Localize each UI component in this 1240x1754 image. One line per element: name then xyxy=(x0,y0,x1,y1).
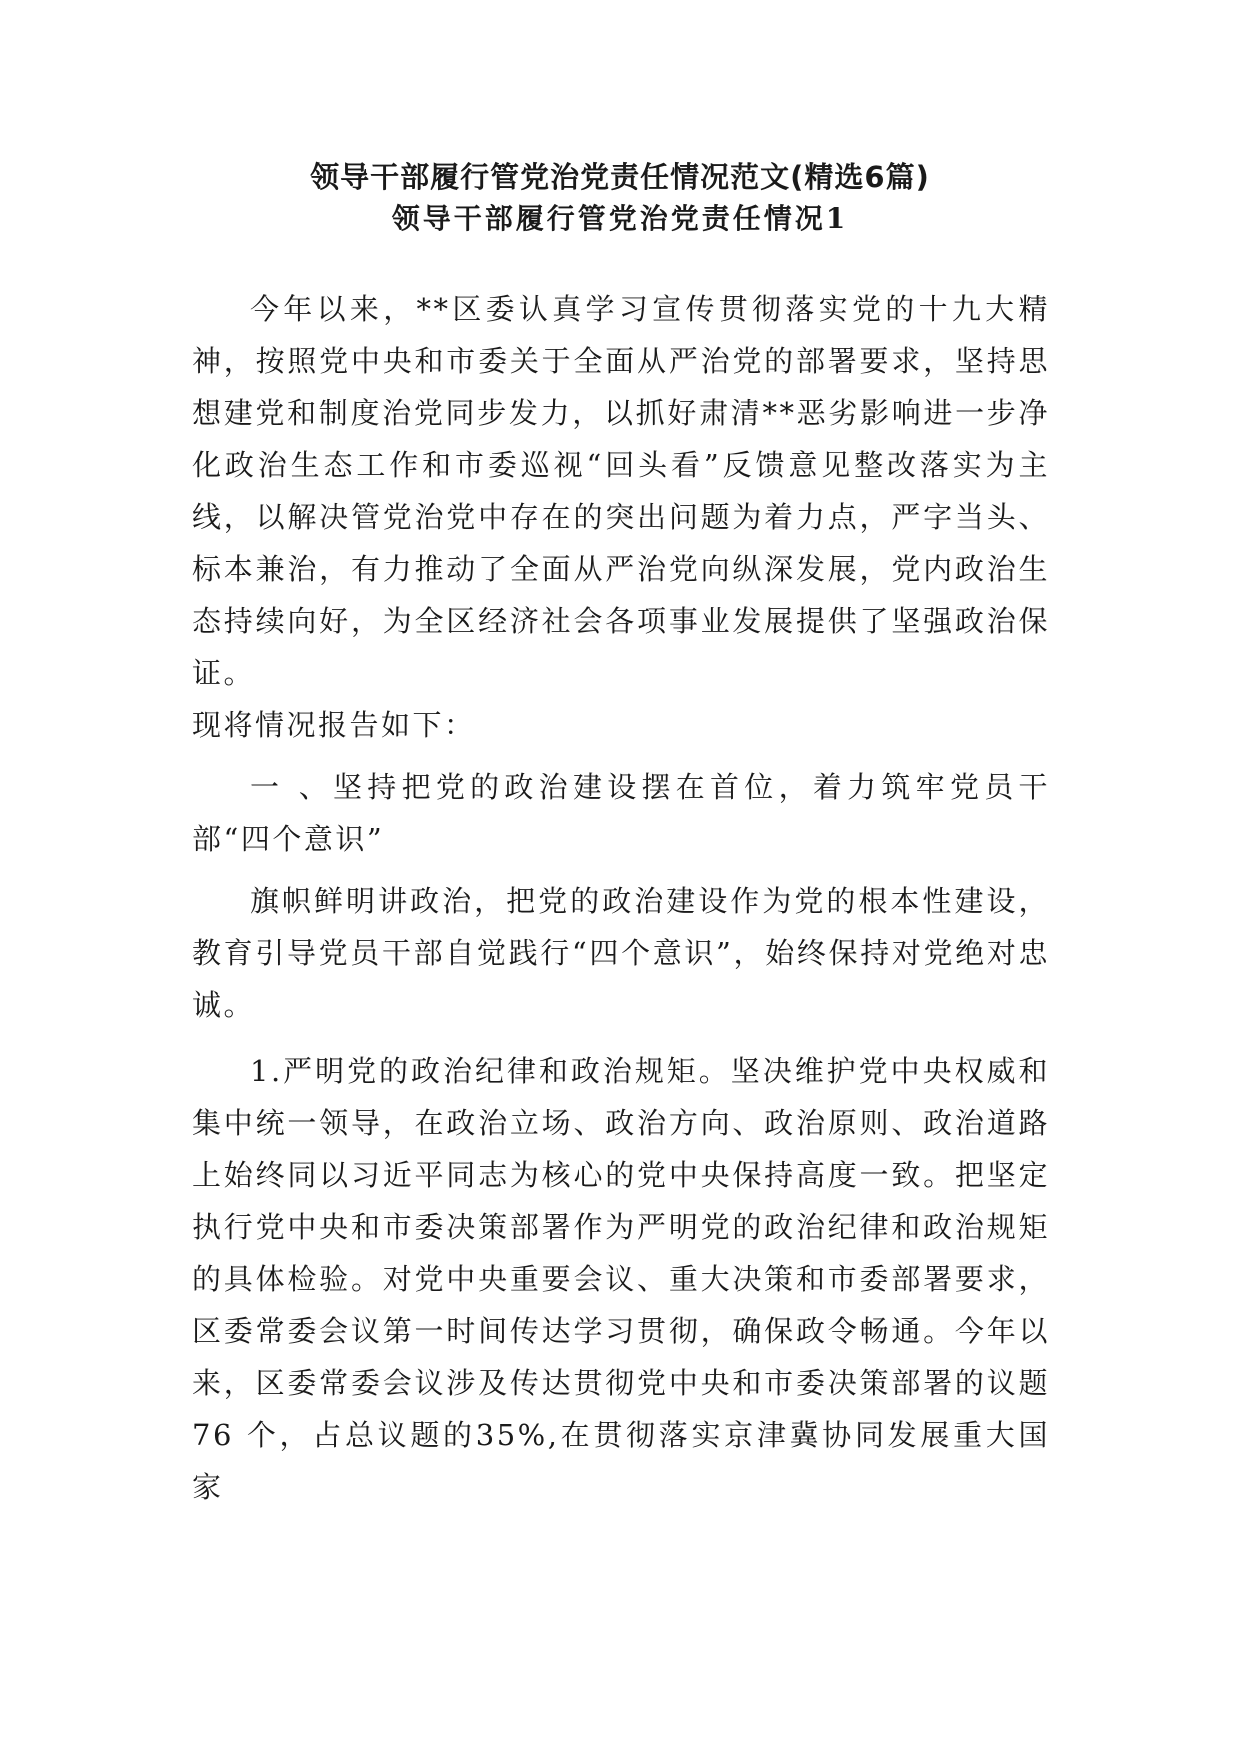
document-title: 领导干部履行管党治党责任情况范文(精选6篇) xyxy=(310,160,930,194)
document-subtitle: 领导干部履行管党治党责任情况1 xyxy=(391,202,849,235)
paragraph-report-intro: 现将情况报告如下： xyxy=(192,708,476,742)
paragraph-intro: 今年以来，**区委认真学习宣传贯彻落实党的十九大精神，按照党中央和市委关于全面从严治党的部署要求，坚持思想建党和制度治党同步发力，以抓好肃清**恶劣影响进一步净化政治生态工作和市委巡视“回头看”反馈意见整改落实为主线，以解决管党治党中存在的突出问题为着力点，严字当头、标本兼治，有力推动了全面从严治党向纵深发展，党内政治生态持续向好，为全区经济社会各项事业发展提供了坚强政治保证。 xyxy=(192,292,1050,690)
paragraph-item-1: 1.严明党的政治纪律和政治规矩。坚决维护党中央权威和集中统一领导，在政治立场、政治方向、政治原则、政治道路上始终同以习近平同志为核心的党中央保持高度一致。把坚定执行党中央和市委决策部署作为严明党的政治纪律和政治规矩的具体检验。对党中央重要会议、重大决策和市委部署要求，区委常委会议第一时间传达学习贯彻，确保政令畅通。今年以来，区委常委会议涉及传达贯彻党中央和市委决策部署的议题76 个，占总议题的35%,在贯彻落实京津冀协同发展重大国家 xyxy=(192,1054,1050,1504)
paragraph-section-1-summary: 旗帜鲜明讲政治，把党的政治建设作为党的根本性建设，教育引导党员干部自觉践行“四个意识”，始终保持对党绝对忠诚。 xyxy=(192,884,1050,1022)
section-heading-1: 一 、坚持把党的政治建设摆在首位，着力筑牢党员干部“四个意识” xyxy=(192,770,1050,856)
document-body xyxy=(192,283,1050,1513)
